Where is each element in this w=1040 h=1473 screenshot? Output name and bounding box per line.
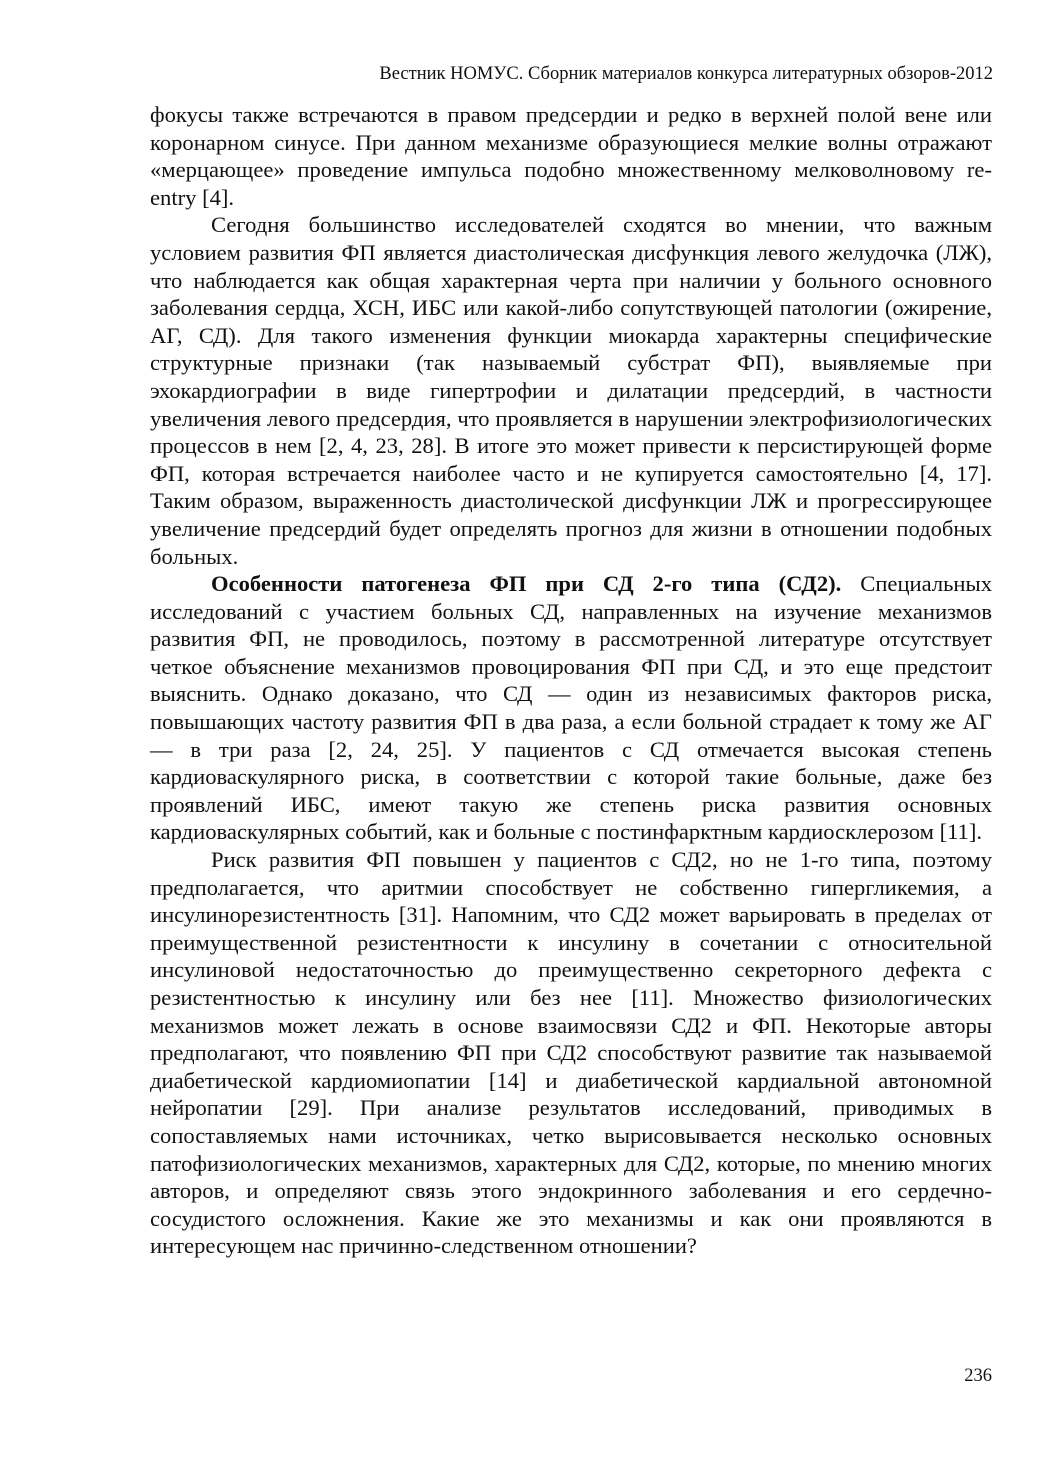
paragraph-diastolic-dysfunction: Сегодня большинство исследователей сходятся во мнении, что важным условием развития ФП является диастолическая дисфункция левого желудочка (ЛЖ), что наблюдается как общая характерная черта при наличии у больного основного заболевания сердца, ХСН, ИБС или какой-либо сопутствующей патологии (ожирение, АГ, СД). Для такого изменения функции миокарда характерны специфические структурные признаки (так называемый субстрат ФП), выявляемые при эхокардиографии в виде гипертрофии и дилатации предсердий, в частности увеличения левого предсердия, что проявляется в нарушении электрофизиологических процессов в нем [2, 4, 23, 28]. В итоге это может привести к персистирующей форме ФП, которая встречается наиболее часто и не купируется самостоятельно [4, 17]. Таким образом, выраженность диастолической дисфункции ЛЖ и прогрессирующее увеличение предсердий будет определять прогноз для жизни в отношении подобных больных. bbox=[150, 212, 992, 569]
section-heading: Особенности патогенеза ФП при СД 2-го типа (СД2). bbox=[211, 571, 842, 597]
paragraph-insulin-resistance: Риск развития ФП повышен у пациентов с СД2, но не 1-го типа, поэтому предполагается, что аритмии способствует не собственно гипергликемия, а инсулинорезистентность [31]. Напомним, что СД2 может варьировать в пределах от преимущественной резистентности к инсулину в сочетании с относительной инсулиновой недостаточностью до преимущественно секреторного дефекта с резистентностью к инсулину или без нее [11]. Множество физиологических механизмов может лежать в основе взаимосвязи СД2 и ФП. Некоторые авторы предполагают, что появлению ФП при СД2 способствуют развитие так называемой диабетической кардиомиопатии [14] и диабетической кардиальной автономной нейропатии [29]. При анализе результатов исследований, приводимых в сопоставляемых нами источниках, четко вырисовывается несколько основных патофизиологических механизмов, характерных для СД2, которые, по мнению многих авторов, и определяют связь этого эндокринного заболевания и его сердечно-сосудистого осложнения. Какие же это механизмы и как они проявляются в интересующем нас причинно-следственном отношении? bbox=[150, 847, 992, 1259]
running-header: Вестник НОМУС. Сборник материалов конкурса литературных обзоров-2012 bbox=[379, 64, 993, 84]
paragraph-pathogenesis bbox=[150, 570, 992, 846]
page-number: 236 bbox=[964, 1366, 992, 1386]
paragraph-continuation: фокусы также встречаются в правом предсердии и редко в верхней полой вене или коронарном синусе. При данном механизме образующиеся мелкие волны отражают «мерцающее» проведение импульса подобно множественному мелковолновому re-entry [4]. bbox=[150, 102, 992, 210]
article-body bbox=[150, 101, 992, 1260]
paragraph-pathogenesis-text: Специальных исследований с участием больных СД, направленных на изучение механизмов развития ФП, не проводилось, поэтому в рассмотренной литературе отсутствует четкое объяснение механизмов провоцирования ФП при СД, и это еще предстоит выяснить. Однако доказано, что СД — один из независимых факторов риска, повышающих частоту развития ФП в два раза, а если больной страдает к тому же АГ — в три раза [2, 24, 25]. У пациентов с СД отмечается высокая степень кардиоваскулярного риска, в соответствии с которой такие больные, даже без проявлений ИБС, имеют такую же степень риска развития основных кардиоваскулярных событий, как и больные с постинфарктным кардиосклерозом [11]. bbox=[150, 571, 992, 845]
